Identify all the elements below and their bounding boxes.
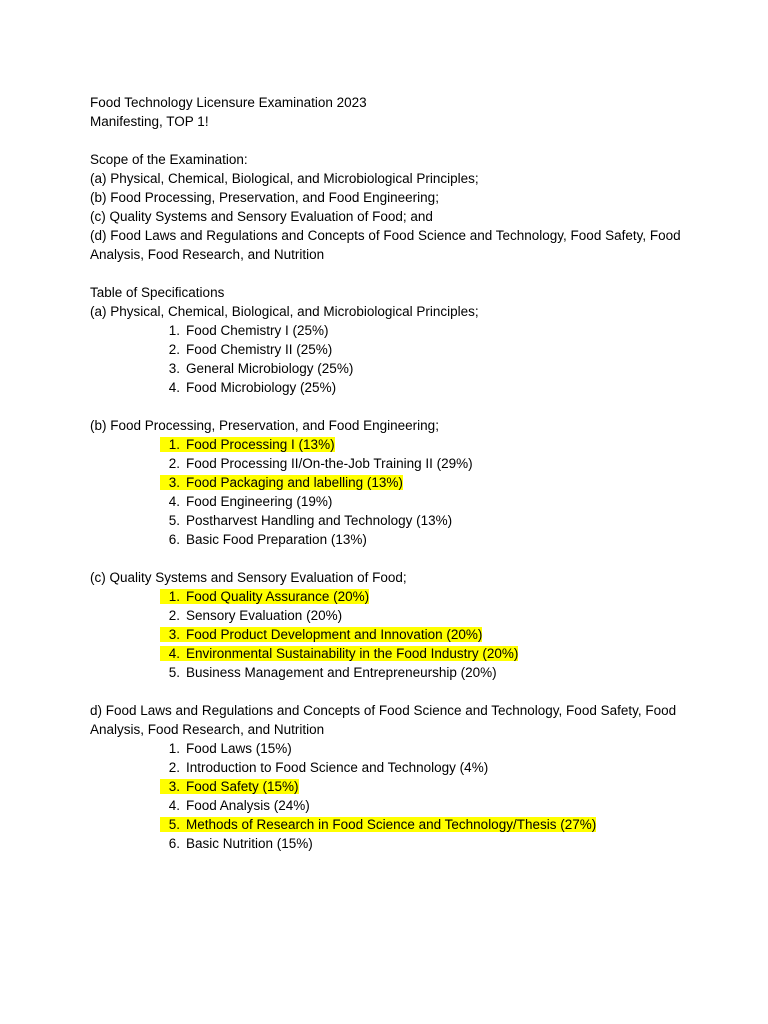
list-item-number: 4. (168, 798, 180, 813)
list-item-number: 2. (168, 760, 180, 775)
list-item-content (160, 665, 497, 680)
list-item-number: 3. (168, 779, 180, 794)
list-item (90, 587, 730, 606)
list-item (90, 834, 730, 853)
list-item-text: Sensory Evaluation (20%) (186, 608, 343, 623)
list-item-text: Food Chemistry I (25%) (186, 323, 329, 338)
section-c-title: (c) Quality Systems and Sensory Evaluation of Food; (90, 570, 407, 585)
list-item-number: 2. (168, 342, 180, 357)
list-item-number: 1. (168, 589, 180, 604)
list-item-number: 6. (168, 836, 180, 851)
list-item (90, 435, 730, 454)
list-item-number: 5. (168, 513, 180, 528)
list-item-text: Basic Food Preparation (13%) (186, 532, 367, 547)
list-item-text: Food Engineering (19%) (186, 494, 333, 509)
highlighted-text (160, 817, 596, 832)
list-item (90, 378, 730, 397)
list-item (90, 454, 730, 473)
document-subtitle: Manifesting, TOP 1! (90, 114, 209, 129)
list-item-text: Methods of Research in Food Science and Technology/Thesis (27%) (186, 817, 597, 832)
section-a-title: (a) Physical, Chemical, Biological, and Microbiological Principles; (90, 304, 479, 319)
list-item (90, 530, 730, 549)
list-item (90, 663, 730, 682)
list-item-number: 3. (168, 361, 180, 376)
list-item (90, 359, 730, 378)
list-item-number: 5. (168, 817, 180, 832)
list-item-text: General Microbiology (25%) (186, 361, 354, 376)
list-item-number: 1. (168, 323, 180, 338)
list-item-number: 3. (168, 475, 180, 490)
scope-item-b: (b) Food Processing, Preservation, and Food Engineering; (90, 190, 439, 205)
section-d-title: d) Food Laws and Regulations and Concepts of Food Science and Technology, Food Safety, Food Analysis, Food Research, and Nutrition (90, 703, 677, 737)
list-item-number: 2. (168, 608, 180, 623)
list-item (90, 492, 730, 511)
list-item-content (160, 380, 336, 395)
list-item-text: Food Laws (15%) (186, 741, 292, 756)
list-item-content (160, 532, 367, 547)
list-item-content (160, 798, 310, 813)
list-item (90, 815, 730, 834)
list-item-text: Environmental Sustainability in the Food Industry (20%) (186, 646, 519, 661)
scope-heading: Scope of the Examination: (90, 152, 248, 167)
list-item-text: Food Microbiology (25%) (186, 380, 337, 395)
section-a-list (90, 321, 730, 397)
list-item-number: 1. (168, 741, 180, 756)
section-b-title: (b) Food Processing, Preservation, and Food Engineering; (90, 418, 439, 433)
list-item-text: Food Processing II/On-the-Job Training II (29%) (186, 456, 473, 471)
list-item-content (160, 494, 332, 509)
list-item (90, 739, 730, 758)
list-item-content (160, 361, 353, 376)
list-item-text: Basic Nutrition (15%) (186, 836, 313, 851)
list-item-number: 5. (168, 665, 180, 680)
list-item-text: Food Processing I (13%) (186, 437, 335, 452)
list-item (90, 511, 730, 530)
list-item-text: Food Quality Assurance (20%) (186, 589, 370, 604)
list-item-number: 1. (168, 437, 180, 452)
list-item-text: Business Management and Entrepreneurship (20%) (186, 665, 497, 680)
list-item-content (160, 513, 452, 528)
document-content (90, 93, 730, 853)
list-item (90, 644, 730, 663)
list-item (90, 625, 730, 644)
list-item-text: Postharvest Handling and Technology (13%) (186, 513, 453, 528)
tos-heading: Table of Specifications (90, 285, 225, 300)
list-item-text: Introduction to Food Science and Technology (4%) (186, 760, 489, 775)
list-item-content (160, 741, 292, 756)
list-item (90, 340, 730, 359)
highlighted-text (160, 646, 518, 661)
list-item-text: Food Product Development and Innovation (20%) (186, 627, 483, 642)
highlighted-text (160, 475, 403, 490)
list-item-number: 4. (168, 646, 180, 661)
highlighted-text (160, 437, 335, 452)
list-item-number: 4. (168, 494, 180, 509)
scope-item-a: (a) Physical, Chemical, Biological, and Microbiological Principles; (90, 171, 479, 186)
list-item (90, 606, 730, 625)
document-title: Food Technology Licensure Examination 2023 (90, 95, 367, 110)
list-item (90, 796, 730, 815)
highlighted-text (160, 627, 482, 642)
list-item-content (160, 836, 313, 851)
section-d-list (90, 739, 730, 853)
list-item (90, 321, 730, 340)
section-b-list (90, 435, 730, 549)
list-item-content (160, 342, 332, 357)
list-item-text: Food Packaging and labelling (13%) (186, 475, 403, 490)
list-item-number: 2. (168, 456, 180, 471)
list-item-content (160, 323, 329, 338)
list-item (90, 473, 730, 492)
list-item-text: Food Analysis (24%) (186, 798, 310, 813)
list-item-number: 3. (168, 627, 180, 642)
list-item-number: 6. (168, 532, 180, 547)
list-item (90, 758, 730, 777)
list-item-text: Food Safety (15%) (186, 779, 299, 794)
highlighted-text (160, 779, 299, 794)
list-item-number: 4. (168, 380, 180, 395)
list-item-content (160, 456, 473, 471)
list-item-content (160, 760, 488, 775)
list-item (90, 777, 730, 796)
list-item-content (160, 608, 342, 623)
highlighted-text (160, 589, 369, 604)
section-c-list (90, 587, 730, 682)
scope-item-d: (d) Food Laws and Regulations and Concepts of Food Science and Technology, Food Safety, Food Analysis, Food Research, and Nutrition (90, 228, 681, 262)
list-item-text: Food Chemistry II (25%) (186, 342, 333, 357)
scope-item-c: (c) Quality Systems and Sensory Evaluation of Food; and (90, 209, 433, 224)
